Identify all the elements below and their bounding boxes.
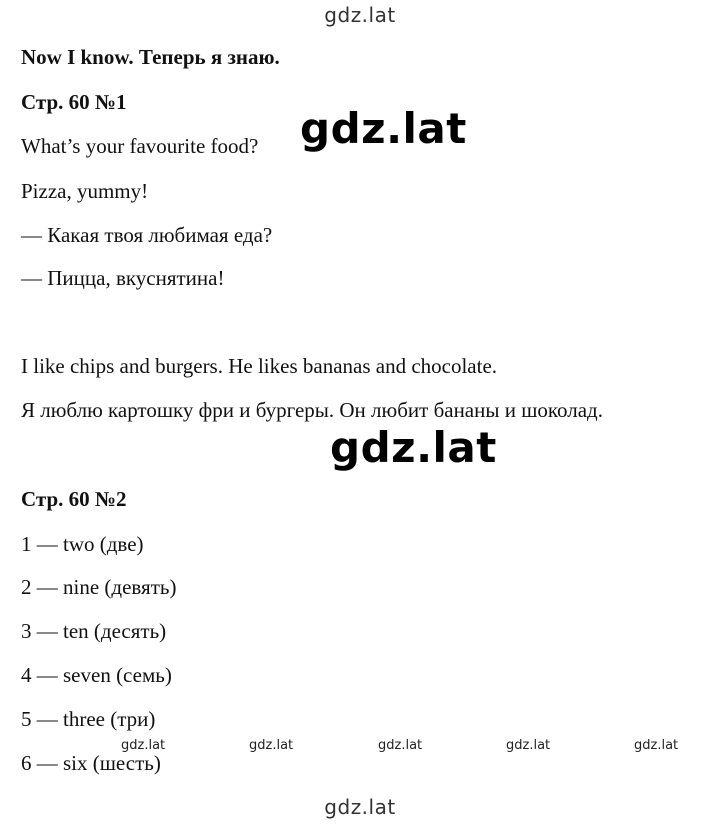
dialogue-line-4: — Пицца, вкуснятина! (21, 266, 225, 290)
sentence-english: I like chips and burgers. He likes bananas and chocolate. (21, 354, 498, 378)
watermark-small: gdz.lat (121, 738, 166, 753)
list-item: 3 — ten (десять) (21, 619, 167, 643)
list-item: 6 — six (шесть) (21, 751, 161, 775)
section-1-title: Стр. 60 №1 (21, 90, 127, 114)
watermark-bottom: gdz.lat (324, 795, 396, 819)
watermark-small: gdz.lat (378, 738, 423, 753)
dialogue-line-2: Pizza, yummy! (21, 179, 149, 203)
list-item: 1 — two (две) (21, 532, 144, 556)
list-item: 4 — seven (семь) (21, 663, 172, 687)
list-item: 2 — nine (девять) (21, 575, 177, 599)
dialogue-line-1: What’s your favourite food? (21, 134, 259, 158)
watermark-top: gdz.lat (324, 3, 396, 27)
watermark-small: gdz.lat (506, 738, 551, 753)
section-2-title: Стр. 60 №2 (21, 487, 127, 511)
dialogue-line-3: — Какая твоя любимая еда? (21, 223, 273, 247)
sentence-russian: Я люблю картошку фри и бургеры. Он любит бананы и шоколад. (21, 398, 603, 422)
watermark-small: gdz.lat (634, 738, 679, 753)
watermark-small-row (0, 738, 720, 758)
list-item: 5 — three (три) (21, 707, 156, 731)
page-heading: Now I know. Теперь я знаю. (21, 45, 280, 69)
watermark-small: gdz.lat (249, 738, 294, 753)
watermark-large-2: gdz.lat (330, 423, 497, 472)
watermark-large-1: gdz.lat (300, 104, 467, 153)
